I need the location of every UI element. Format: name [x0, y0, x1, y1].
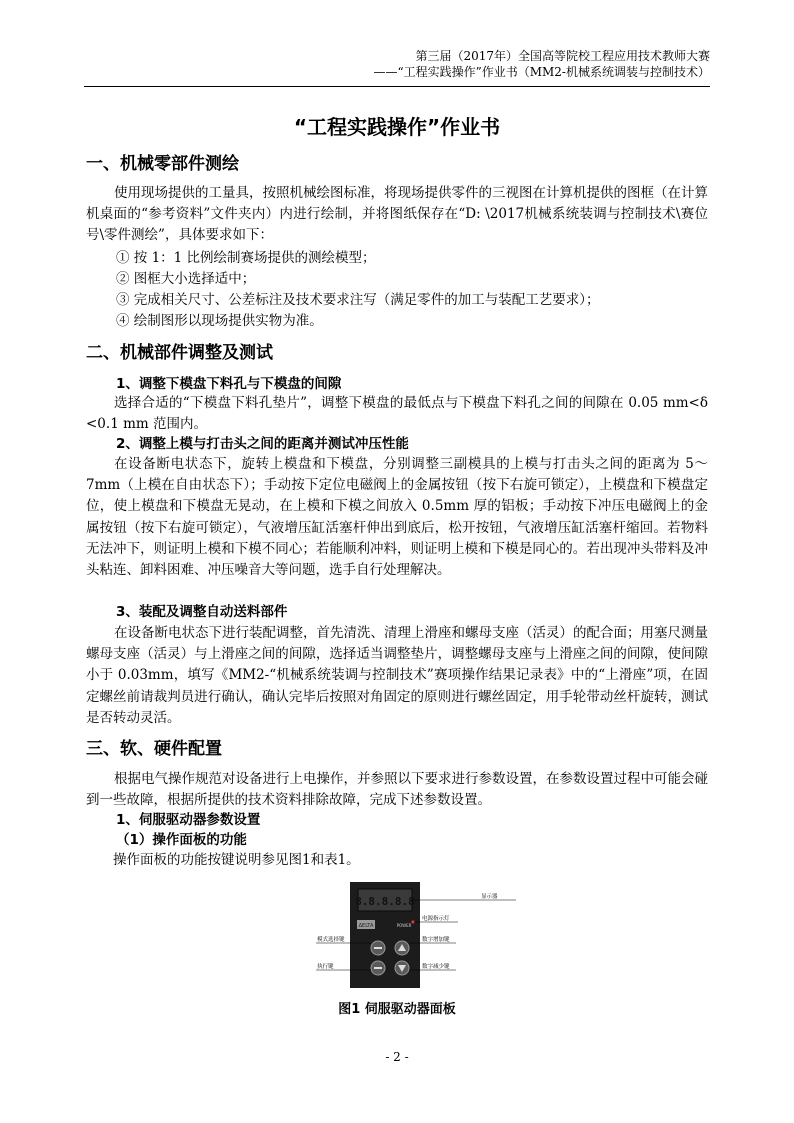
- display-digits: 8.8.8.8.8: [355, 895, 415, 908]
- subsection-2-2-paragraph: 在设备断电状态下，旋转上模盘和下模盘，分别调整三副模具的上模与打击头之间的距离为 5～7mm（上模在自由状态下）；手动按下定位电磁阀上的金属按钮（按下右旋可锁定），上模盘和下模盘定位，使上模盘和下模盘无晃动，在上模和下模之间放入 0.5mm 厚的铝板；手动按下冲压电磁阀上的金属按钮（按下右旋可锁定），气液增压缸活塞杆伸出到底后，松开按钮，气液增压缸活塞杆缩回。若物料无法冲下，则证明上模和下模不同心；若能顺利冲料，则证明上模和下模是同心的。若出现冲头带料及冲头粘连、卸料困难、冲压噪音大等问题，选手自行处理解决。: [86, 456, 708, 579]
- subsection-2-3-paragraph: 在设备断电状态下进行装配调整，首先清洗、清理上滑座和螺母支座（活灵）的配合面；用塞尺测量螺母支座（活灵）与上滑座之间的间隙，选择适当调整垫片，调整螺母支座与上滑座之间的间隙，使间隙小于 0.03mm，填写《MM2-“机械系统装调与控制技术”赛项操作结果记录表》中的“上滑座”项，在固定螺丝前请裁判员进行确认，确认完毕后按照对角固定的原则进行螺丝固定，用手轮带动丝杆旋转，测试是否转动灵活。: [86, 625, 708, 726]
- section-3-paragraph: 根据电气操作规范对设备进行上电操作，并参照以下要求进行参数设置，在参数设置过程中可能会碰到一些故障，根据所提供的技术资料排除故障，完成下述参数设置。: [86, 771, 708, 809]
- servo-panel-figure: [316, 880, 521, 990]
- header-contest-title: 第三届（2017年）全国高等院校工程应用技术教师大赛: [415, 49, 710, 63]
- section-2-heading: 二、机械部件调整及测试: [86, 343, 273, 363]
- label-mode-key: 模式选择键: [317, 937, 345, 943]
- section-1-paragraph: 使用现场提供的工量具，按照机械绘图标准，将现场提供零件的三视图在计算机提供的图框（在计算机桌面的“参考资料”文件夹内）内进行绘制，并将图纸保存在“D: \2017机械系统装调与控制技术\赛位号\零件测绘”，具体要求如下：: [86, 185, 708, 244]
- header-doc-subtitle: ——“工程实践操作”作业书（MM2-机械系统调装与控制技术）: [373, 65, 710, 79]
- mode-key-glyph: [374, 947, 382, 949]
- section-1-heading: 一、机械零部件测绘: [86, 154, 239, 174]
- page-title: “工程实践操作”作业书: [293, 115, 501, 139]
- subsection-3-1a-heading: （1）操作面板的功能: [116, 832, 247, 848]
- page-number: - 2 -: [385, 1050, 409, 1064]
- header-rule: [84, 86, 710, 87]
- subsection-2-3-heading: 3、装配及调整自动送料部件: [116, 604, 288, 620]
- subsection-3-1-heading: 1、伺服驱动器参数设置: [116, 812, 261, 828]
- requirement-item-2: ② 图框大小选择适中；: [116, 271, 256, 287]
- label-down-key: 数字减少键: [422, 964, 450, 970]
- label-display: 显示器: [481, 894, 498, 900]
- requirement-item-4: ④ 绘制图形以现场提供实物为准。: [116, 313, 323, 329]
- subsection-2-1-heading: 1、调整下模盘下料孔与下模盘的间隙: [116, 376, 342, 392]
- figure-caption: 图1 伺服驱动器面板: [338, 1002, 456, 1017]
- subsection-2-1-paragraph: 选择合适的“下模盘下料孔垫片”，调整下模盘的最低点与下模盘下料孔之间的间隙在 0.05 mm<δ <0.1 mm 范围内。: [86, 395, 708, 433]
- requirement-item-1: ① 按 1：1 比例绘制赛场提供的测绘模型；: [116, 250, 376, 266]
- label-power-led: 电源指示灯: [422, 916, 450, 922]
- section-3-heading: 三、软、硬件配置: [86, 739, 222, 759]
- requirement-item-3: ③ 完成相关尺寸、公差标注及技术要求注写（满足零件的加工与装配工艺要求）；: [116, 292, 600, 308]
- figure-reference-text: 操作面板的功能按键说明参见图1和表1。: [113, 852, 360, 868]
- label-exec-key: 执行键: [317, 964, 334, 970]
- power-label: POWER: [396, 923, 412, 928]
- brand-logo: ΔELTA: [358, 923, 374, 929]
- label-up-key: 数字增加键: [422, 937, 450, 943]
- exec-key-glyph: [374, 967, 382, 969]
- subsection-2-2-heading: 2、调整上模与打击头之间的距离并测试冲压性能: [116, 436, 409, 452]
